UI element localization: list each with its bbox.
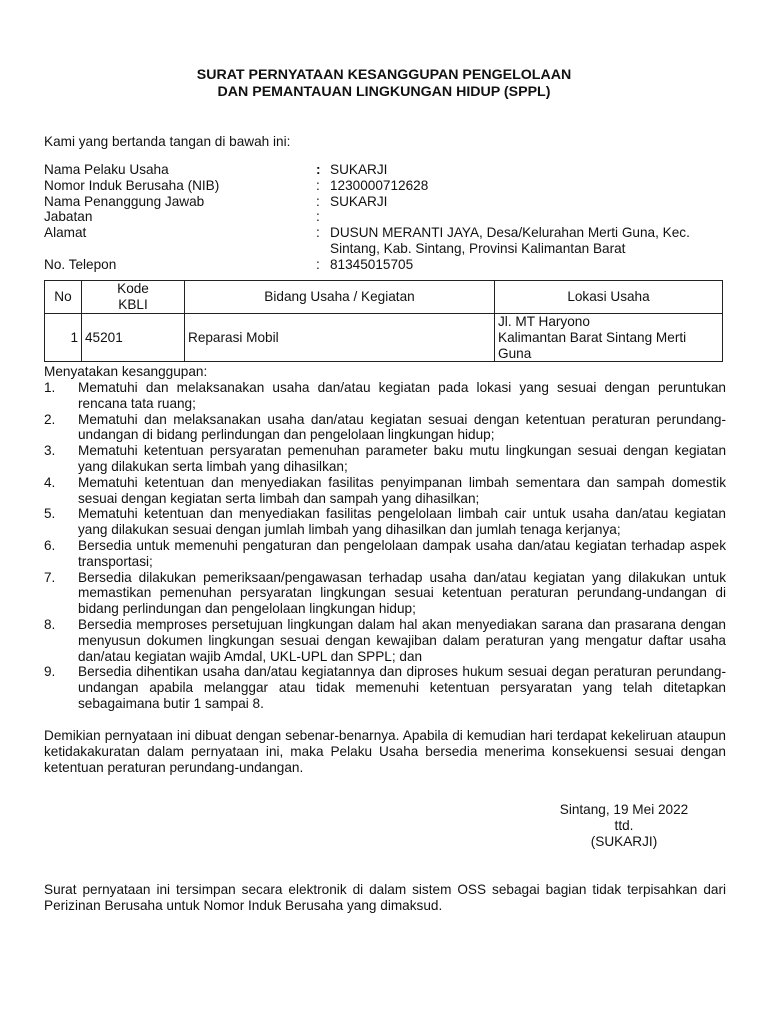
header-bidang-usaha: Bidang Usaha / Kegiatan <box>185 281 495 314</box>
statement-text: Mematuhi ketentuan dan menyediakan fasilitas pengelolaan limbah cair untuk usaha dan/atau kegiatan yang dilakukan sesuai dengan jumlah limbah yang dihasilkan dan jumlah tenaga kerjanya; <box>78 506 726 538</box>
footer-note: Surat pernyataan ini tersimpan secara elektronik di dalam sistem OSS sebagai bagian tidak terpisahkan dari Perizinan Berusaha untuk Nomor Induk Berusaha yang dimaksud. <box>44 882 726 913</box>
field-telepon <box>44 257 734 273</box>
field-value: DUSUN MERANTI JAYA, Desa/Kelurahan Merti Guna, Kec. <box>330 225 690 241</box>
statement-item <box>44 664 726 711</box>
header-lokasi-usaha: Lokasi Usaha <box>495 281 723 314</box>
statement-item <box>44 380 726 412</box>
header-kode-line-1: Kode <box>117 281 149 297</box>
cell-no: 1 <box>45 314 82 362</box>
cell-bidang-usaha: Reparasi Mobil <box>185 314 495 362</box>
field-label: Jabatan <box>44 209 93 225</box>
signature-name: (SUKARJI) <box>590 833 658 849</box>
statement-number: 6. <box>44 537 56 553</box>
identity-fields <box>44 162 734 273</box>
field-nama-pelaku-usaha <box>44 162 734 178</box>
field-alamat <box>44 225 734 257</box>
statement-item <box>44 475 726 507</box>
statement-number: 3. <box>44 443 56 459</box>
header-kode-line-2: KBLI <box>118 297 148 312</box>
statement-number: 1. <box>44 380 56 395</box>
lokasi-line-2: Kalimantan Barat Sintang Merti Guna <box>498 329 687 361</box>
kbli-table <box>44 280 723 362</box>
field-label: Nama Pelaku Usaha <box>44 162 169 177</box>
statement-item <box>44 412 726 444</box>
field-value: 81345015705 <box>330 256 414 272</box>
header-kode-kbli <box>82 281 185 314</box>
table-row <box>45 314 723 362</box>
signature-block <box>520 802 728 849</box>
field-colon: : <box>316 193 320 209</box>
closing-paragraph: Demikian pernyataan ini dibuat dengan sebenar-benarnya. Apabila di kemudian hari terdapat kekeliruan ataupun ketidakakuratan dalam pernyataan ini, maka Pelaku Usaha bersedia menerima konsekuensi sesuai dengan ketentuan peraturan perundang-undangan. <box>44 728 726 775</box>
field-colon: : <box>316 162 321 177</box>
statement-number: 9. <box>44 664 56 680</box>
statement-text: Bersedia memproses persetujuan lingkungan dalam hal akan menyediakan sarana dan prasarana dengan menyusun dokumen lingkungan sesuai dengan kewajiban dalam peraturan yang mengatur daftar usaha dan/atau kegiatan wajib Amdal, UKL-UPL dan SPPL; dan <box>78 616 726 664</box>
field-value: 1230000712628 <box>330 177 429 193</box>
statement-number: 8. <box>44 616 56 632</box>
field-label: No. Telepon <box>44 256 117 272</box>
field-value-line-2: Sintang, Kab. Sintang, Provinsi Kalimantan Barat <box>330 240 626 256</box>
statement-text: Bersedia untuk memenuhi pengaturan dan pengelolaan dampak usaha dan/atau kegiatan terhadap aspek transportasi; <box>78 537 726 569</box>
title-line-1: SURAT PERNYATAAN KESANGGUPAN PENGELOLAAN <box>196 67 572 83</box>
field-value: SUKARJI <box>330 193 388 209</box>
field-label: Alamat <box>44 225 87 241</box>
statement-heading: Menyatakan kesanggupan: <box>44 364 208 379</box>
field-label: Nama Penanggung Jawab <box>44 193 205 209</box>
statement-item <box>44 506 726 538</box>
field-value: SUKARJI <box>330 162 388 177</box>
statement-number: 7. <box>44 569 56 585</box>
statement-item <box>44 617 726 664</box>
document-title <box>0 67 768 101</box>
field-label: Nomor Induk Berusaha (NIB) <box>44 177 220 193</box>
statement-text: Mematuhi dan melaksanakan usaha dan/atau kegiatan pada lokasi yang sesuai dengan peruntukan rencana tata ruang; <box>78 380 726 411</box>
signature-place-date: Sintang, 19 Mei 2022 <box>559 802 689 817</box>
statement-item <box>44 570 726 617</box>
table-header-row <box>45 281 723 314</box>
statement-text: Mematuhi dan melaksanakan usaha dan/atau kegiatan sesuai dengan ketentuan peraturan perundang-undangan di bidang perlindungan dan pengelolaan lingkungan hidup; <box>78 411 726 443</box>
field-penanggung-jawab <box>44 194 734 210</box>
field-colon: : <box>316 225 320 241</box>
field-colon: : <box>316 256 320 272</box>
cell-lokasi-usaha <box>495 314 723 362</box>
statement-text: Bersedia dilakukan pemeriksaan/pengawasan terhadap usaha dan/atau kegiatan yang dilakukan untuk memastikan pemenuhan persyaratan lingkungan sesuai ketentuan peraturan perundang-undangan di bidang perlindungan dan pengelolaan lingkungan hidup; <box>78 569 726 617</box>
intro-text: Kami yang bertanda tangan di bawah ini: <box>44 134 291 149</box>
field-jabatan <box>44 209 734 225</box>
title-line-2: DAN PEMANTAUAN LINGKUNGAN HIDUP (SPPL) <box>217 84 551 100</box>
lokasi-line-1: Jl. MT Haryono <box>498 314 590 329</box>
statement-item <box>44 443 726 475</box>
cell-kode-kbli: 45201 <box>82 314 185 362</box>
statement-text: Mematuhi ketentuan dan menyediakan fasilitas penyimpanan limbah sementara dan sampah domestik sesuai dengan kegiatan serta limbah dan sampah yang dihasilkan; <box>78 474 726 506</box>
header-no: No <box>45 281 82 314</box>
field-colon: : <box>316 177 320 193</box>
statement-list <box>44 380 726 712</box>
field-colon: : <box>316 209 320 225</box>
statement-number: 5. <box>44 506 56 522</box>
signature-ttd: ttd. <box>614 817 634 833</box>
statement-number: 2. <box>44 411 56 427</box>
statement-number: 4. <box>44 474 56 490</box>
statement-item <box>44 538 726 570</box>
statement-text: Mematuhi ketentuan persyaratan pemenuhan parameter baku mutu lingkungan sesuai dengan kegiatan yang dilakukan serta limbah yang dihasilkan; <box>78 443 726 474</box>
statement-text: Bersedia dihentikan usaha dan/atau kegiatannya dan diproses hukum sesuai degan peraturan perundang-undangan apabila melanggar atau tidak memenuhi ketentuan persyaratan yang telah ditetapkan sebagaimana butir 1 sampai 8. <box>78 664 726 711</box>
field-nib <box>44 178 734 194</box>
